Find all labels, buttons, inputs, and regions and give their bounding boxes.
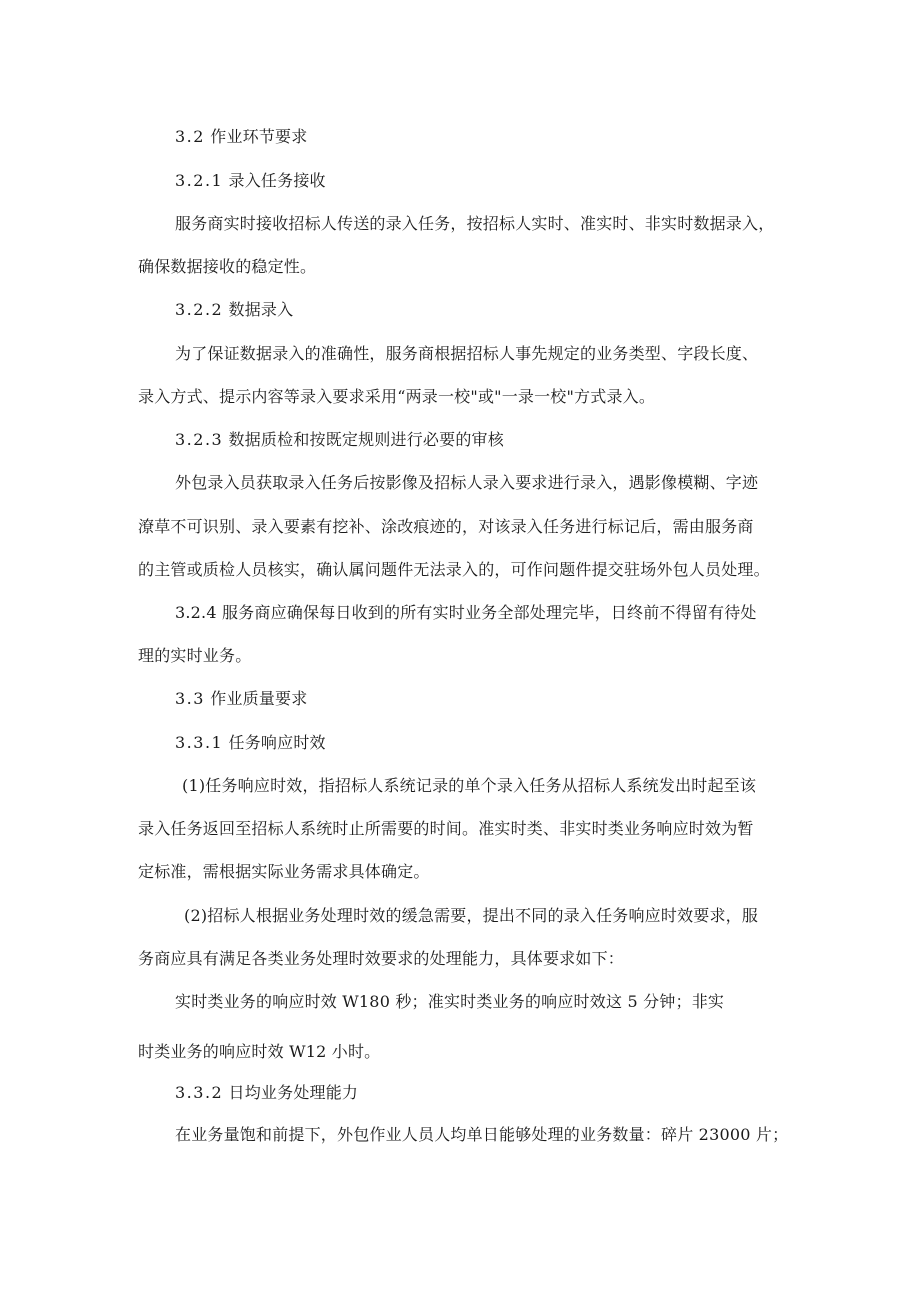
paragraph-line: 3.2.4 服务商应确保每日收到的所有实时业务全部处理完毕，日终前不得留有待处 bbox=[175, 603, 757, 622]
paragraph-line: 确保数据接收的稳定性。 bbox=[138, 257, 317, 276]
section-heading-3-2-2 bbox=[175, 299, 293, 321]
paragraph-line: 为了保证数据录入的准确性，服务商根据招标人事先规定的业务类型、字段长度、 bbox=[175, 344, 759, 363]
paragraph-line: (2)招标人根据业务处理时效的缓急需要，提出不同的录入任务响应时效要求，服 bbox=[184, 906, 759, 925]
section-number: 3.3 bbox=[175, 689, 205, 708]
section-title: 作业环节要求 bbox=[210, 127, 308, 146]
section-heading-3-3-1 bbox=[175, 732, 326, 754]
section-heading-3-2-3 bbox=[175, 429, 504, 451]
section-number: 3.2.2 bbox=[175, 300, 224, 319]
section-heading-3-2 bbox=[175, 126, 307, 148]
section-number: 3.3.2 bbox=[175, 1083, 224, 1102]
paragraph-line: 在业务量饱和前提下，外包作业人员人均单日能够处理的业务数量：碎片 23000 片； bbox=[175, 1125, 789, 1144]
paragraph-line: 理的实时业务。 bbox=[138, 646, 252, 665]
paragraph-line: 时类业务的响应时效 W12 小时。 bbox=[138, 1042, 381, 1061]
paragraph-line: 定标准，需根据实际业务需求具体确定。 bbox=[138, 862, 430, 881]
section-number: 3.2.1 bbox=[175, 171, 224, 190]
section-title: 作业质量要求 bbox=[210, 689, 308, 708]
section-heading-3-2-1 bbox=[175, 170, 326, 192]
paragraph-line: 务商应具有满足各类业务处理时效要求的处理能力，具体要求如下： bbox=[138, 949, 625, 968]
section-number: 3.2.3 bbox=[175, 430, 224, 449]
section-heading-3-3 bbox=[175, 688, 307, 710]
paragraph-line: 外包录入员获取录入任务后按影像及招标人录入要求进行录入，遇影像模糊、字迹 bbox=[175, 473, 759, 492]
section-heading-3-3-2 bbox=[175, 1082, 358, 1104]
paragraph-line: 潦草不可识别、录入要素有挖补、涂改痕迹的，对该录入任务进行标记后，需由服务商 bbox=[138, 517, 754, 536]
section-title: 数据录入 bbox=[228, 300, 294, 319]
section-title: 数据质检和按既定规则进行必要的审核 bbox=[228, 430, 504, 449]
paragraph-line: 服务商实时接收招标人传送的录入任务，按招标人实时、准实时、非实时数据录入， bbox=[175, 214, 775, 233]
section-number: 3.3.1 bbox=[175, 733, 224, 752]
section-title: 录入任务接收 bbox=[228, 171, 326, 190]
section-title: 日均业务处理能力 bbox=[228, 1083, 359, 1102]
paragraph-line: (1)任务响应时效，指招标人系统记录的单个录入任务从招标人系统发出时起至该 bbox=[182, 776, 757, 795]
paragraph-line: 录入方式、提示内容等录入要求采用“两录一校"或"一录一校"方式录入。 bbox=[138, 387, 656, 406]
paragraph-line: 的主管或质检人员核实，确认属问题件无法录入的，可作问题件提交驻场外包人员处理。 bbox=[138, 560, 770, 579]
paragraph-line: 录入任务返回至招标人系统时止所需要的时间。准实时类、非实时类业务响应时效为暂 bbox=[138, 819, 754, 838]
section-number: 3.2 bbox=[175, 127, 205, 146]
paragraph-line: 实时类业务的响应时效 W180 秒；准实时类业务的响应时效这 5 分钟；非实 bbox=[175, 992, 725, 1011]
section-title: 任务响应时效 bbox=[228, 733, 326, 752]
